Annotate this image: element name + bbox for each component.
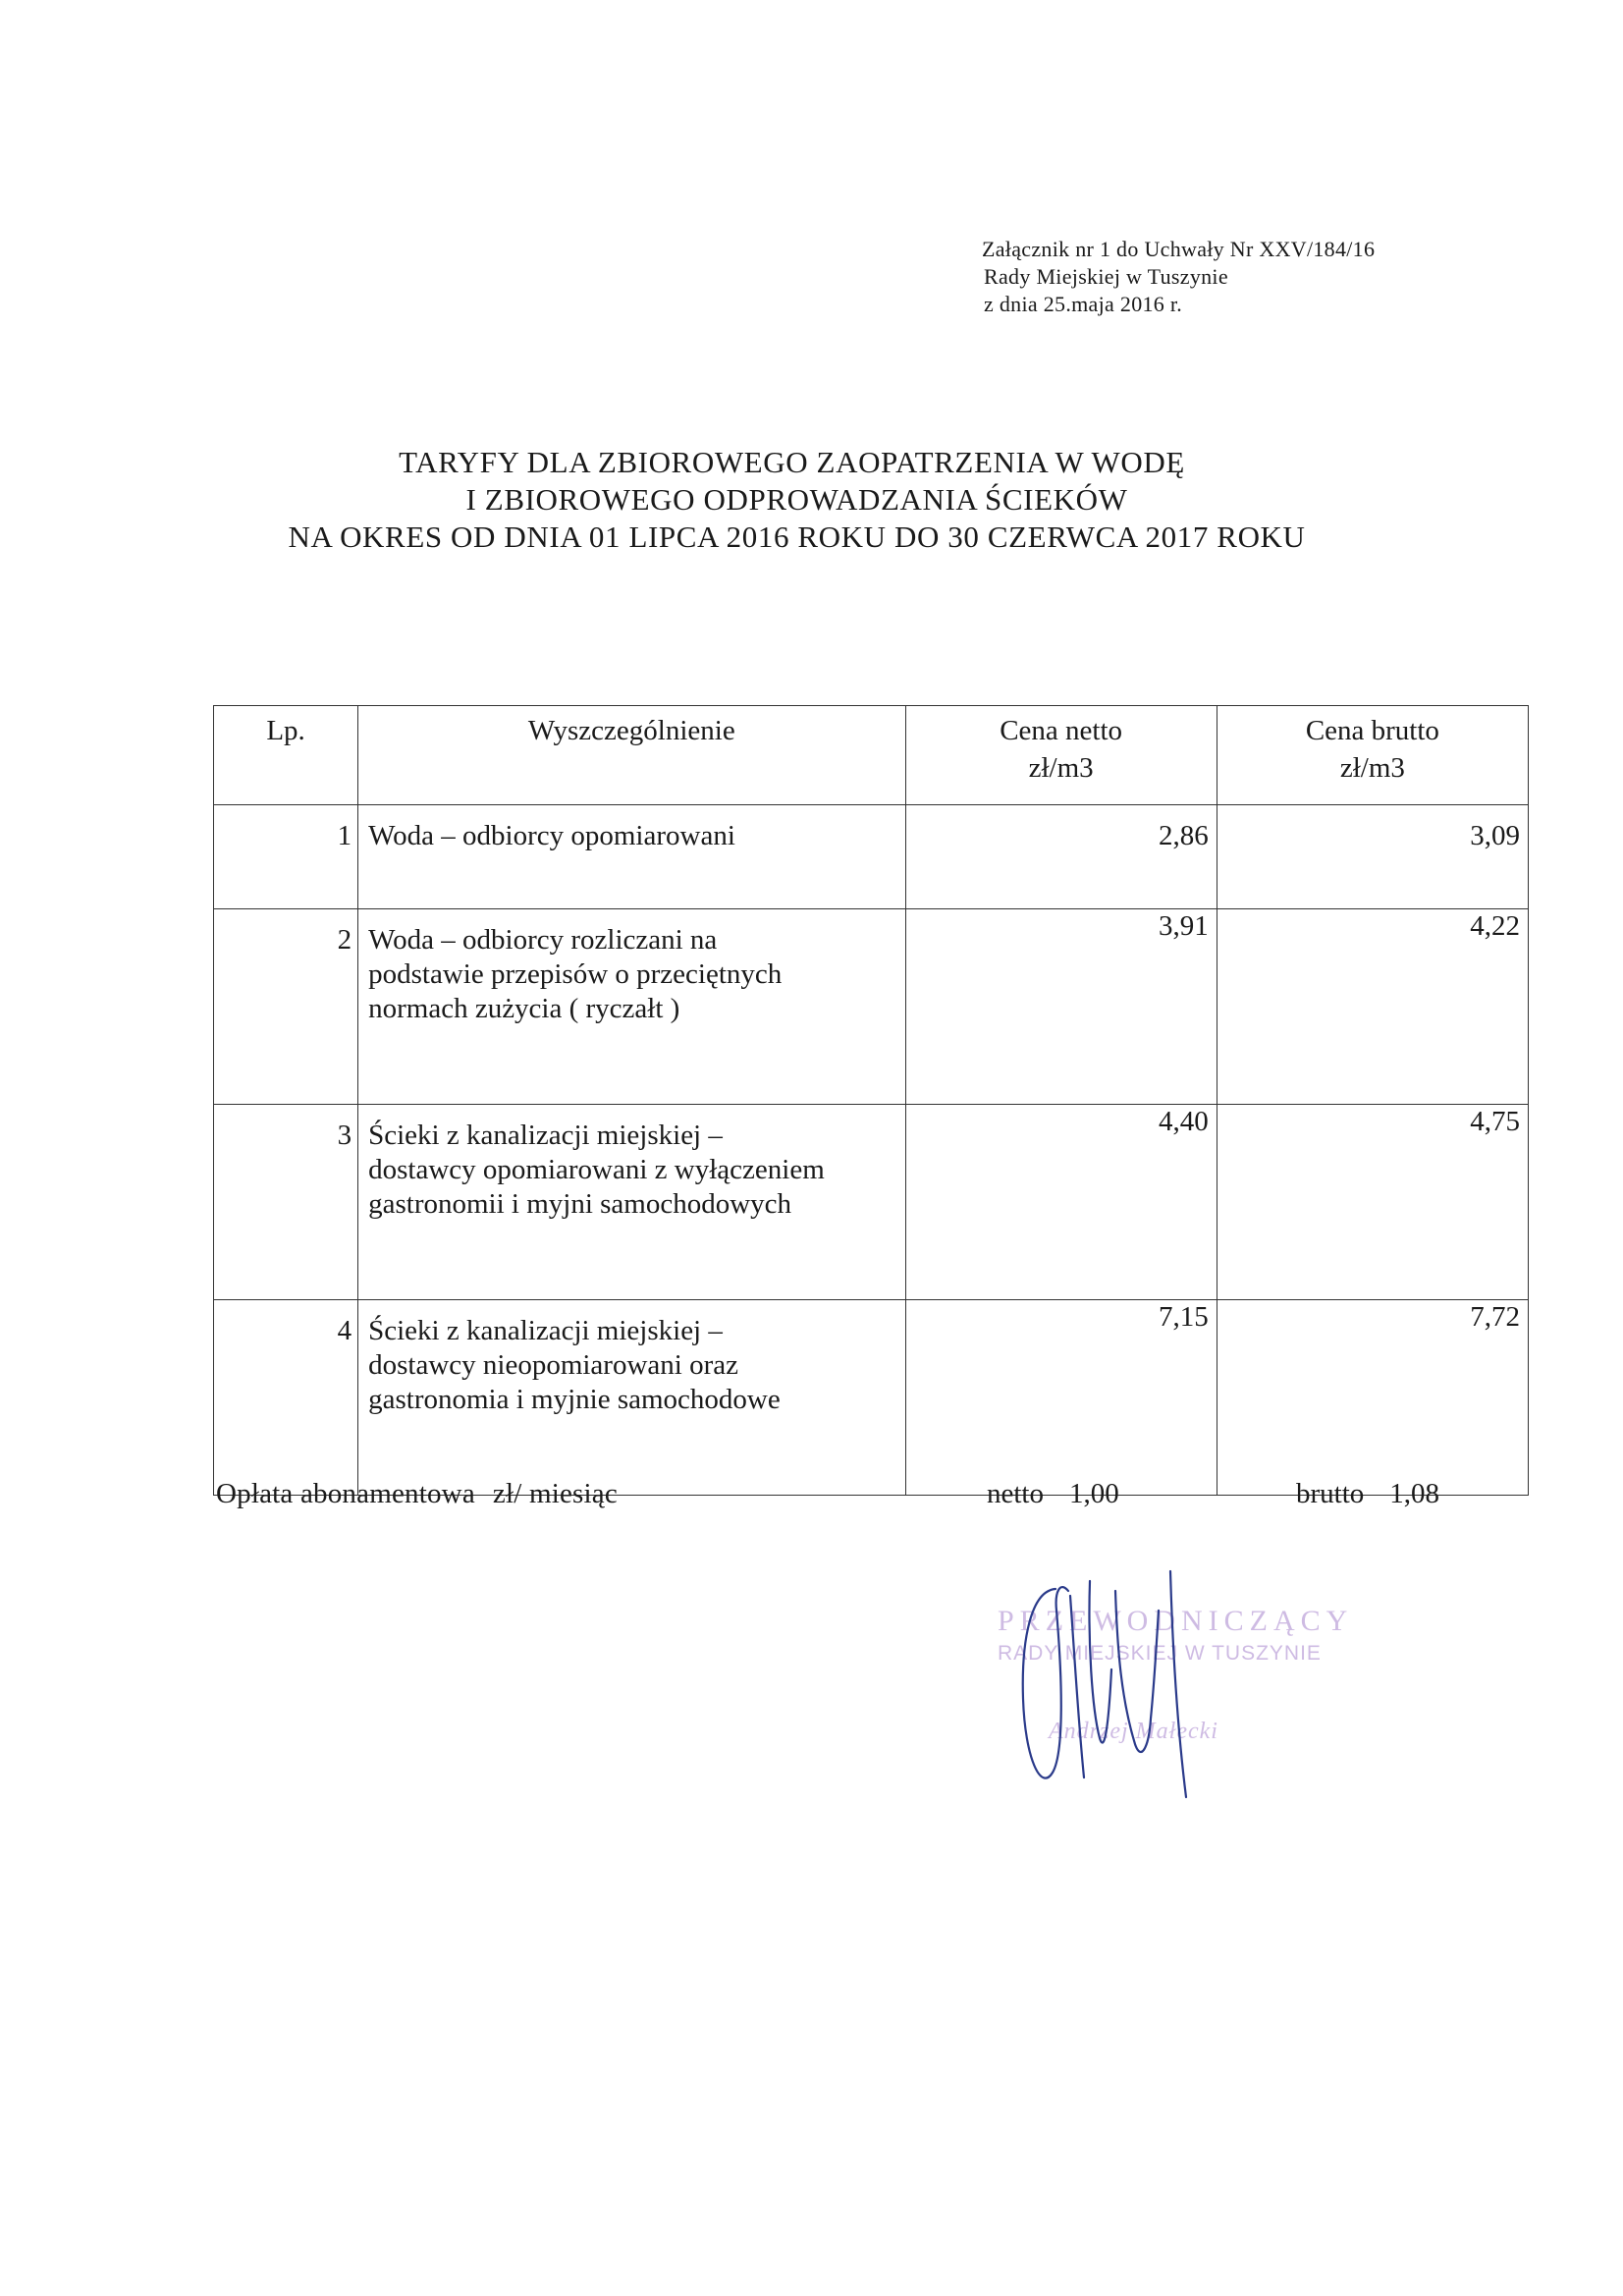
row-gross-price: 4,75 [1217, 1105, 1528, 1300]
subscription-fee-unit: zł/ miesiąc [492, 1478, 618, 1509]
table-header-row [214, 706, 1529, 805]
subscription-fee-gross-label: brutto [1296, 1478, 1365, 1509]
header-gross-price-label: Cena brutto [1305, 715, 1439, 746]
row-description [358, 805, 905, 909]
table-row [214, 805, 1529, 909]
stamp-line-name: Andrzej Małecki [1049, 1719, 1218, 1744]
row-net-price: 7,15 [905, 1300, 1217, 1496]
attachment-line-1: Załącznik nr 1 do Uchwały Nr XXV/184/16 [982, 237, 1376, 261]
row-description-line: Ścieki z kanalizacji miejskiej – [368, 1315, 723, 1346]
row-description [358, 1300, 905, 1496]
row-gross-price: 4,22 [1217, 909, 1528, 1105]
row-description-line: podstawie przepisów o przeciętnych [368, 958, 783, 990]
title-line-1: TARYFY DLA ZBIOROWEGO ZAOPATRZENIA W WODĘ [399, 445, 1185, 479]
row-number: 1 [214, 805, 358, 909]
subscription-fee-label-group [216, 1478, 618, 1510]
subscription-fee-gross [1296, 1478, 1439, 1510]
row-description-line: gastronomia i myjnie samochodowe [368, 1384, 781, 1415]
document-title [0, 444, 1623, 556]
row-description-line: Ścieki z kanalizacji miejskiej – [368, 1120, 723, 1151]
table-row [214, 909, 1529, 1105]
row-description-line: dostawcy nieopomiarowani oraz [368, 1349, 738, 1381]
chairman-stamp-and-signature [962, 1552, 1414, 1807]
header-net-price-unit: zł/m3 [1028, 752, 1094, 784]
table-row [214, 1300, 1529, 1496]
row-gross-price: 3,09 [1217, 805, 1528, 909]
subscription-fee [0, 1478, 1623, 1517]
row-gross-price: 7,72 [1217, 1300, 1528, 1496]
subscription-fee-gross-value: 1,08 [1389, 1478, 1440, 1509]
row-description-line: Woda – odbiorcy rozliczani na [368, 924, 718, 956]
row-description [358, 1105, 905, 1300]
title-line-3: NA OKRES OD DNIA 01 LIPCA 2016 ROKU DO 30 CZERWCA 2017 ROKU [288, 519, 1306, 554]
tariff-table [213, 705, 1529, 1496]
subscription-fee-label: Opłata abonamentowa [216, 1478, 475, 1509]
table-row [214, 1105, 1529, 1300]
stamp-line-council: RADY MIEJSKIEJ W TUSZYNIE [998, 1642, 1322, 1665]
row-description-line: Woda – odbiorcy opomiarowani [368, 820, 735, 851]
row-number: 2 [214, 909, 358, 1105]
row-description-line: normach zużycia ( ryczałt ) [368, 993, 680, 1024]
subscription-fee-net-value: 1,00 [1069, 1478, 1119, 1509]
row-number: 3 [214, 1105, 358, 1300]
subscription-fee-net [987, 1478, 1119, 1510]
row-description [358, 909, 905, 1105]
stamp-line-title: PRZEWODNICZĄCY [998, 1605, 1354, 1637]
title-line-2: I ZBIOROWEGO ODPROWADZANIA ŚCIEKÓW [465, 482, 1128, 517]
row-description-line: dostawcy opomiarowani z wyłączeniem [368, 1154, 825, 1185]
attachment-line-3: z dnia 25.maja 2016 r. [984, 292, 1183, 316]
attachment-line-2: Rady Miejskiej w Tuszynie [984, 264, 1228, 289]
header-description: Wyszczególnienie [358, 706, 905, 805]
attachment-note [982, 236, 1375, 318]
row-net-price: 2,86 [905, 805, 1217, 909]
header-gross-price-unit: zł/m3 [1339, 752, 1405, 784]
row-net-price: 4,40 [905, 1105, 1217, 1300]
row-number: 4 [214, 1300, 358, 1496]
row-net-price: 3,91 [905, 909, 1217, 1105]
header-gross-price [1217, 706, 1528, 805]
row-description-line: gastronomii i myjni samochodowych [368, 1188, 792, 1220]
subscription-fee-net-label: netto [987, 1478, 1044, 1509]
header-net-price-label: Cena netto [1000, 715, 1123, 746]
header-net-price [905, 706, 1217, 805]
header-lp: Lp. [214, 706, 358, 805]
